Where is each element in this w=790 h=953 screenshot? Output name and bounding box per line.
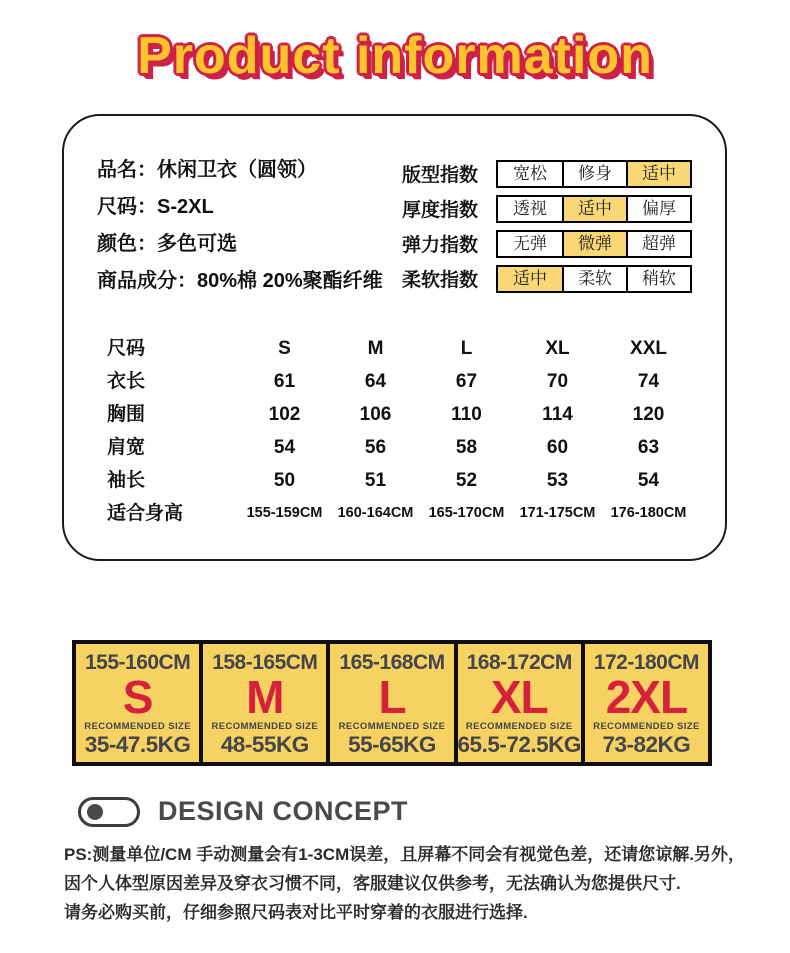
size-chart-value: 165-170CM <box>428 505 505 521</box>
index-label: 柔软指数 <box>402 270 479 291</box>
index-options <box>496 195 692 223</box>
weight-range: 35-47.5KG <box>84 732 191 757</box>
design-concept-header <box>78 796 408 827</box>
field-value: 多色可选 <box>157 233 237 255</box>
size-chart-value: 54 <box>273 437 296 458</box>
size-chart-header: M <box>367 338 384 359</box>
recommended-size-label: RECOMMENDED SIZE <box>211 721 319 732</box>
size-chart-value: 52 <box>455 470 478 491</box>
index-option: 修身 <box>562 162 626 186</box>
size-chart-value: 58 <box>455 437 478 458</box>
size-chart-value: 51 <box>364 470 387 491</box>
height-range: 155-160CM <box>84 651 191 674</box>
field-size-range <box>97 189 407 226</box>
size-chart-value: 110 <box>451 404 482 425</box>
field-value: 休闲卫衣（圆领） <box>157 159 317 181</box>
size-chart-table <box>97 332 694 530</box>
size-chart-value: 54 <box>637 470 660 491</box>
product-fields <box>97 152 407 300</box>
index-option: 透视 <box>498 197 562 221</box>
size-letter: S <box>122 671 153 723</box>
size-chart-row-label: 袖长 <box>107 470 146 491</box>
height-range: 158-165CM <box>212 651 318 674</box>
ps-line: 请务必购买前，仔细参照尺码表对比平时穿着的衣服进行选择. <box>64 903 528 922</box>
index-option: 偏厚 <box>626 197 690 221</box>
recommended-size-label: RECOMMENDED SIZE <box>338 721 446 732</box>
size-letter: 2XL <box>605 671 688 723</box>
index-option: 超弹 <box>626 232 690 256</box>
size-chart-value: 155-159CM <box>246 505 323 521</box>
size-chart-row-label: 肩宽 <box>107 437 146 458</box>
size-recommendation-2xl <box>581 644 708 762</box>
index-tables <box>402 156 692 296</box>
product-info-panel <box>62 114 727 561</box>
weight-range: 55-65KG <box>348 732 436 757</box>
toggle-pill-icon <box>78 797 140 827</box>
height-range: 168-172CM <box>466 651 572 674</box>
field-color <box>97 226 407 263</box>
size-chart-header: XL <box>545 338 570 359</box>
field-label: 商品成分： <box>97 270 197 292</box>
design-concept-title: DESIGN CONCEPT <box>158 796 409 826</box>
index-options <box>496 230 692 258</box>
weight-range: 73-82KG <box>602 732 691 757</box>
ps-disclaimer <box>64 840 754 927</box>
ps-line: 因个人体型原因差异及穿衣习惯不同，客服建议仅供参考，无法确认为您提供尺寸. <box>64 874 681 893</box>
size-chart-row-label: 衣长 <box>107 371 146 392</box>
size-chart-value: 120 <box>632 404 665 425</box>
size-chart-value: 53 <box>546 470 569 491</box>
weight-range: 48-55KG <box>220 732 309 757</box>
size-chart-value: 160-164CM <box>337 505 414 521</box>
index-label: 版型指数 <box>402 165 479 186</box>
size-chart-header: 尺码 <box>107 338 146 359</box>
index-options <box>496 160 692 188</box>
field-label: 尺码： <box>97 196 157 218</box>
index-label: 弹力指数 <box>402 235 479 256</box>
recommended-size-banner <box>72 640 712 766</box>
index-row-softness <box>402 261 692 296</box>
index-row-thickness <box>402 191 692 226</box>
field-label: 品名： <box>97 159 157 181</box>
size-chart-row-label: 适合身高 <box>107 503 184 524</box>
page-title: Product information <box>137 27 653 85</box>
size-chart-value: 106 <box>359 404 392 425</box>
index-option: 柔软 <box>562 267 626 291</box>
height-range: 165-168CM <box>339 651 445 674</box>
size-chart-row-label: 胸围 <box>107 404 146 425</box>
index-option-selected: 适中 <box>562 197 626 221</box>
field-product-name <box>97 152 407 189</box>
size-recommendation-s <box>76 644 199 762</box>
index-option: 无弹 <box>498 232 562 256</box>
recommended-size-label: RECOMMENDED SIZE <box>84 721 191 732</box>
size-letter: M <box>246 671 284 723</box>
size-recommendation-m <box>199 644 326 762</box>
size-chart-value: 171-175CM <box>519 505 596 521</box>
size-chart-value: 74 <box>637 371 660 392</box>
pill-dot <box>87 804 103 820</box>
index-option-selected: 微弹 <box>562 232 626 256</box>
size-letter: L <box>378 671 406 723</box>
recommended-size-label: RECOMMENDED SIZE <box>465 721 573 732</box>
field-label: 颜色： <box>97 233 157 255</box>
size-chart-value: 176-180CM <box>610 505 687 521</box>
size-chart-header: XXL <box>630 338 667 359</box>
size-chart-value: 63 <box>637 437 660 458</box>
size-chart-header: S <box>278 338 291 359</box>
index-option: 稍软 <box>626 267 690 291</box>
size-chart-header: L <box>460 338 473 359</box>
size-chart-value: 56 <box>364 437 387 458</box>
index-row-fit <box>402 156 692 191</box>
weight-range: 65.5-72.5KG <box>457 732 581 757</box>
height-range: 172-180CM <box>593 651 700 674</box>
size-chart-value: 50 <box>273 470 296 491</box>
size-chart-value: 60 <box>546 437 569 458</box>
recommended-size-label: RECOMMENDED SIZE <box>593 721 700 732</box>
index-option: 宽松 <box>498 162 562 186</box>
index-row-elasticity <box>402 226 692 261</box>
size-letter: XL <box>490 671 548 723</box>
index-options <box>496 265 692 293</box>
size-chart-value: 114 <box>542 404 573 425</box>
size-chart-value: 67 <box>455 371 478 392</box>
size-chart-value: 70 <box>546 371 569 392</box>
index-label: 厚度指数 <box>402 200 479 221</box>
field-composition <box>97 263 407 300</box>
size-chart-value: 102 <box>268 404 301 425</box>
size-recommendation-l <box>326 644 453 762</box>
field-value: S-2XL <box>157 196 214 218</box>
index-option-selected: 适中 <box>626 162 690 186</box>
size-chart-value: 64 <box>364 371 387 392</box>
ps-line: PS:测量单位/CM 手动测量会有1-3CM误差，且屏幕不同会有视觉色差，还请您谅解.另外， <box>64 845 745 864</box>
size-recommendation-xl <box>454 644 581 762</box>
field-value: 80%棉 20%聚酯纤维 <box>197 270 383 292</box>
index-option-selected: 适中 <box>498 267 562 291</box>
size-chart-value: 61 <box>273 371 296 392</box>
